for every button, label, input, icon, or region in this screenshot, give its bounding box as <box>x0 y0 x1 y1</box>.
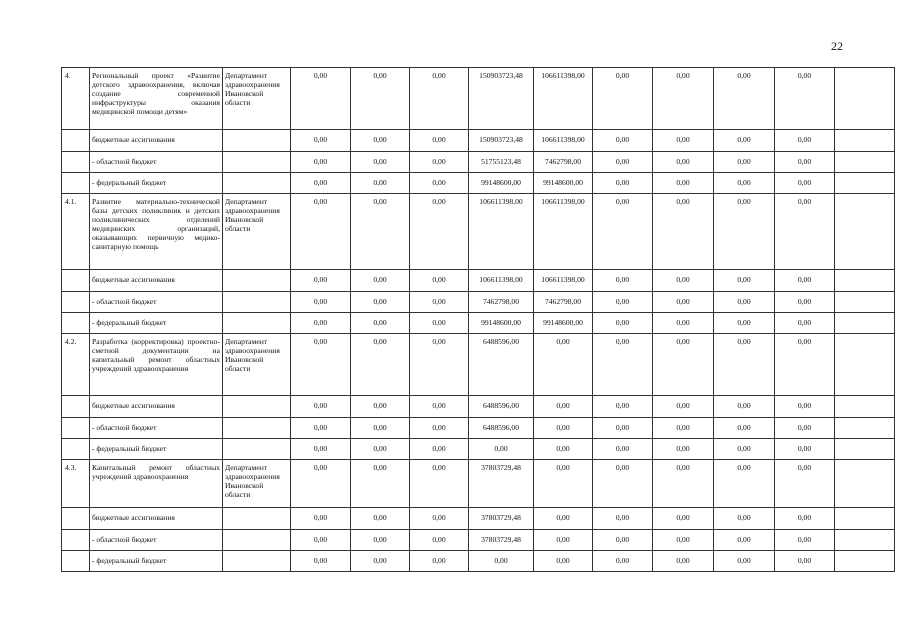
responsible-department <box>223 292 291 313</box>
amount-cell: 0,00 <box>775 292 835 313</box>
budget-line-row <box>62 530 895 551</box>
responsible-department <box>223 530 291 551</box>
amount-cell: 6488596,00 <box>469 334 534 396</box>
amount-cell: 0,00 <box>351 313 410 334</box>
budget-line-row <box>62 270 895 292</box>
row-name: - областной бюджет <box>90 292 223 313</box>
row-name: бюджетные ассигнования <box>90 508 223 530</box>
amount-cell: 0,00 <box>291 270 351 292</box>
empty-cell <box>835 334 895 396</box>
row-name: Капитальный ремонт областных учреждений здравоохранения <box>90 460 223 508</box>
row-number <box>62 152 90 173</box>
table-body <box>62 68 895 572</box>
responsible-department <box>223 130 291 152</box>
amount-cell: 0,00 <box>775 551 835 572</box>
amount-cell: 106611398,00 <box>534 68 593 130</box>
empty-cell <box>835 551 895 572</box>
empty-cell <box>835 418 895 439</box>
budget-line-row <box>62 173 895 194</box>
responsible-department <box>223 396 291 418</box>
amount-cell: 0,00 <box>410 551 469 572</box>
amount-cell: 0,00 <box>291 508 351 530</box>
row-number <box>62 551 90 572</box>
amount-cell: 0,00 <box>351 292 410 313</box>
budget-line-row <box>62 130 895 152</box>
amount-cell: 150903723,48 <box>469 68 534 130</box>
row-name: Развитие материально-технической базы детских поликлиник и детских поликлинических отделений медицинских организаций, оказывающих первичную медико-санитарную помощь <box>90 194 223 270</box>
amount-cell: 0,00 <box>351 68 410 130</box>
empty-cell <box>835 508 895 530</box>
amount-cell: 99148600,00 <box>534 313 593 334</box>
amount-cell: 0,00 <box>534 334 593 396</box>
amount-cell: 0,00 <box>534 418 593 439</box>
budget-line-row <box>62 313 895 334</box>
amount-cell: 0,00 <box>775 396 835 418</box>
section-row <box>62 460 895 508</box>
row-name: Региональный проект «Развитие детского здравоохранения, включая создание современной инфраструктуры оказания медицинской помощи детям» <box>90 68 223 130</box>
amount-cell: 0,00 <box>775 130 835 152</box>
amount-cell: 0,00 <box>714 551 775 572</box>
amount-cell: 0,00 <box>534 530 593 551</box>
amount-cell: 0,00 <box>534 439 593 460</box>
amount-cell: 0,00 <box>351 551 410 572</box>
amount-cell: 0,00 <box>593 530 653 551</box>
responsible-department <box>223 418 291 439</box>
amount-cell: 0,00 <box>593 292 653 313</box>
amount-cell: 0,00 <box>714 194 775 270</box>
amount-cell: 0,00 <box>291 334 351 396</box>
amount-cell: 99148600,00 <box>534 173 593 194</box>
empty-cell <box>835 313 895 334</box>
amount-cell: 0,00 <box>291 530 351 551</box>
budget-line-row <box>62 508 895 530</box>
empty-cell <box>835 130 895 152</box>
empty-cell <box>835 173 895 194</box>
empty-cell <box>835 460 895 508</box>
row-number <box>62 130 90 152</box>
amount-cell: 0,00 <box>714 418 775 439</box>
empty-cell <box>835 68 895 130</box>
amount-cell: 0,00 <box>653 130 714 152</box>
amount-cell: 0,00 <box>410 439 469 460</box>
amount-cell: 0,00 <box>775 68 835 130</box>
amount-cell: 0,00 <box>410 313 469 334</box>
row-name: - областной бюджет <box>90 152 223 173</box>
amount-cell: 0,00 <box>775 152 835 173</box>
amount-cell: 0,00 <box>291 418 351 439</box>
amount-cell: 0,00 <box>653 334 714 396</box>
row-name: бюджетные ассигнования <box>90 396 223 418</box>
amount-cell: 0,00 <box>653 460 714 508</box>
responsible-department <box>223 173 291 194</box>
amount-cell: 0,00 <box>351 194 410 270</box>
section-row <box>62 194 895 270</box>
amount-cell: 106611398,00 <box>469 270 534 292</box>
empty-cell <box>835 396 895 418</box>
responsible-department: Департамент здравоохранения Ивановской области <box>223 334 291 396</box>
amount-cell: 0,00 <box>775 418 835 439</box>
amount-cell: 0,00 <box>291 194 351 270</box>
amount-cell: 6488596,00 <box>469 396 534 418</box>
amount-cell: 6488596,00 <box>469 418 534 439</box>
amount-cell: 0,00 <box>653 418 714 439</box>
amount-cell: 0,00 <box>410 530 469 551</box>
amount-cell: 0,00 <box>291 551 351 572</box>
amount-cell: 7462798,00 <box>469 292 534 313</box>
amount-cell: 0,00 <box>291 439 351 460</box>
amount-cell: 37803729,48 <box>469 530 534 551</box>
amount-cell: 0,00 <box>351 270 410 292</box>
amount-cell: 0,00 <box>593 334 653 396</box>
row-number <box>62 508 90 530</box>
row-number: 4.1. <box>62 194 90 270</box>
amount-cell: 99148600,00 <box>469 173 534 194</box>
responsible-department <box>223 152 291 173</box>
row-number: 4.2. <box>62 334 90 396</box>
budget-line-row <box>62 152 895 173</box>
amount-cell: 7462798,00 <box>534 152 593 173</box>
budget-table <box>61 67 895 572</box>
amount-cell: 0,00 <box>351 152 410 173</box>
amount-cell: 0,00 <box>653 173 714 194</box>
amount-cell: 0,00 <box>714 152 775 173</box>
amount-cell: 0,00 <box>775 173 835 194</box>
amount-cell: 0,00 <box>714 173 775 194</box>
amount-cell: 0,00 <box>410 396 469 418</box>
amount-cell: 0,00 <box>593 508 653 530</box>
amount-cell: 0,00 <box>351 508 410 530</box>
amount-cell: 0,00 <box>593 130 653 152</box>
empty-cell <box>835 292 895 313</box>
row-number <box>62 292 90 313</box>
row-number <box>62 418 90 439</box>
amount-cell: 0,00 <box>653 68 714 130</box>
budget-line-row <box>62 292 895 313</box>
amount-cell: 0,00 <box>714 439 775 460</box>
amount-cell: 0,00 <box>714 508 775 530</box>
row-number <box>62 439 90 460</box>
responsible-department <box>223 270 291 292</box>
amount-cell: 0,00 <box>775 270 835 292</box>
amount-cell: 0,00 <box>291 68 351 130</box>
amount-cell: 0,00 <box>410 152 469 173</box>
row-name: - федеральный бюджет <box>90 173 223 194</box>
amount-cell: 0,00 <box>653 194 714 270</box>
amount-cell: 0,00 <box>653 270 714 292</box>
section-row <box>62 68 895 130</box>
amount-cell: 0,00 <box>410 68 469 130</box>
amount-cell: 0,00 <box>593 551 653 572</box>
amount-cell: 0,00 <box>714 530 775 551</box>
amount-cell: 0,00 <box>775 439 835 460</box>
amount-cell: 0,00 <box>410 334 469 396</box>
row-name: - федеральный бюджет <box>90 313 223 334</box>
responsible-department <box>223 508 291 530</box>
amount-cell: 0,00 <box>653 313 714 334</box>
amount-cell: 0,00 <box>291 130 351 152</box>
row-name: Разработка (корректировка) проектно-сметной документации на капитальный ремонт областных учреждений здравоохранения <box>90 334 223 396</box>
amount-cell: 0,00 <box>714 68 775 130</box>
amount-cell: 0,00 <box>534 551 593 572</box>
amount-cell: 0,00 <box>469 439 534 460</box>
amount-cell: 0,00 <box>593 68 653 130</box>
amount-cell: 0,00 <box>291 313 351 334</box>
amount-cell: 0,00 <box>593 313 653 334</box>
budget-line-row <box>62 418 895 439</box>
row-number: 4. <box>62 68 90 130</box>
responsible-department: Департамент здравоохранения Ивановской области <box>223 460 291 508</box>
budget-line-row <box>62 439 895 460</box>
row-name: бюджетные ассигнования <box>90 130 223 152</box>
amount-cell: 99148600,00 <box>469 313 534 334</box>
row-name: - федеральный бюджет <box>90 551 223 572</box>
amount-cell: 0,00 <box>410 292 469 313</box>
amount-cell: 0,00 <box>714 292 775 313</box>
amount-cell: 0,00 <box>593 418 653 439</box>
amount-cell: 37803729,48 <box>469 508 534 530</box>
amount-cell: 7462798,00 <box>534 292 593 313</box>
responsible-department: Департамент здравоохранения Ивановской области <box>223 194 291 270</box>
amount-cell: 0,00 <box>351 439 410 460</box>
amount-cell: 0,00 <box>653 439 714 460</box>
amount-cell: 0,00 <box>534 460 593 508</box>
amount-cell: 0,00 <box>714 334 775 396</box>
amount-cell: 106611398,00 <box>534 270 593 292</box>
empty-cell <box>835 530 895 551</box>
row-name: - федеральный бюджет <box>90 439 223 460</box>
amount-cell: 0,00 <box>775 508 835 530</box>
amount-cell: 0,00 <box>351 173 410 194</box>
amount-cell: 0,00 <box>775 194 835 270</box>
amount-cell: 0,00 <box>351 418 410 439</box>
amount-cell: 0,00 <box>351 130 410 152</box>
amount-cell: 0,00 <box>410 460 469 508</box>
empty-cell <box>835 439 895 460</box>
amount-cell: 106611398,00 <box>534 194 593 270</box>
row-number <box>62 313 90 334</box>
row-number <box>62 270 90 292</box>
amount-cell: 37803729,48 <box>469 460 534 508</box>
amount-cell: 0,00 <box>469 551 534 572</box>
amount-cell: 0,00 <box>775 313 835 334</box>
amount-cell: 0,00 <box>653 152 714 173</box>
section-row <box>62 334 895 396</box>
amount-cell: 0,00 <box>653 396 714 418</box>
amount-cell: 0,00 <box>714 130 775 152</box>
amount-cell: 0,00 <box>593 152 653 173</box>
empty-cell <box>835 270 895 292</box>
amount-cell: 0,00 <box>410 270 469 292</box>
amount-cell: 0,00 <box>775 334 835 396</box>
row-number <box>62 530 90 551</box>
amount-cell: 0,00 <box>775 530 835 551</box>
row-number: 4.3. <box>62 460 90 508</box>
amount-cell: 0,00 <box>714 313 775 334</box>
amount-cell: 0,00 <box>291 396 351 418</box>
amount-cell: 106611398,00 <box>534 130 593 152</box>
amount-cell: 0,00 <box>351 460 410 508</box>
empty-cell <box>835 194 895 270</box>
row-number <box>62 396 90 418</box>
amount-cell: 0,00 <box>653 508 714 530</box>
amount-cell: 0,00 <box>410 130 469 152</box>
amount-cell: 0,00 <box>534 508 593 530</box>
amount-cell: 0,00 <box>593 270 653 292</box>
amount-cell: 0,00 <box>593 173 653 194</box>
amount-cell: 0,00 <box>351 334 410 396</box>
amount-cell: 0,00 <box>410 418 469 439</box>
amount-cell: 0,00 <box>291 460 351 508</box>
amount-cell: 106611398,00 <box>469 194 534 270</box>
row-name: - областной бюджет <box>90 530 223 551</box>
responsible-department <box>223 313 291 334</box>
amount-cell: 0,00 <box>410 173 469 194</box>
amount-cell: 0,00 <box>714 460 775 508</box>
amount-cell: 0,00 <box>593 194 653 270</box>
amount-cell: 0,00 <box>534 396 593 418</box>
amount-cell: 0,00 <box>653 292 714 313</box>
amount-cell: 150903723,48 <box>469 130 534 152</box>
row-number <box>62 173 90 194</box>
amount-cell: 0,00 <box>351 530 410 551</box>
amount-cell: 0,00 <box>351 396 410 418</box>
amount-cell: 0,00 <box>291 173 351 194</box>
amount-cell: 0,00 <box>291 152 351 173</box>
amount-cell: 51755123,48 <box>469 152 534 173</box>
amount-cell: 0,00 <box>410 508 469 530</box>
amount-cell: 0,00 <box>714 270 775 292</box>
row-name: - областной бюджет <box>90 418 223 439</box>
responsible-department: Департамент здравоохранения Ивановской области <box>223 68 291 130</box>
amount-cell: 0,00 <box>410 194 469 270</box>
budget-line-row <box>62 396 895 418</box>
amount-cell: 0,00 <box>593 460 653 508</box>
empty-cell <box>835 152 895 173</box>
row-name: бюджетные ассигнования <box>90 270 223 292</box>
amount-cell: 0,00 <box>291 292 351 313</box>
amount-cell: 0,00 <box>775 460 835 508</box>
page-number: 22 <box>831 39 843 53</box>
amount-cell: 0,00 <box>593 396 653 418</box>
amount-cell: 0,00 <box>593 439 653 460</box>
amount-cell: 0,00 <box>653 530 714 551</box>
budget-line-row <box>62 551 895 572</box>
responsible-department <box>223 439 291 460</box>
amount-cell: 0,00 <box>714 396 775 418</box>
responsible-department <box>223 551 291 572</box>
amount-cell: 0,00 <box>653 551 714 572</box>
